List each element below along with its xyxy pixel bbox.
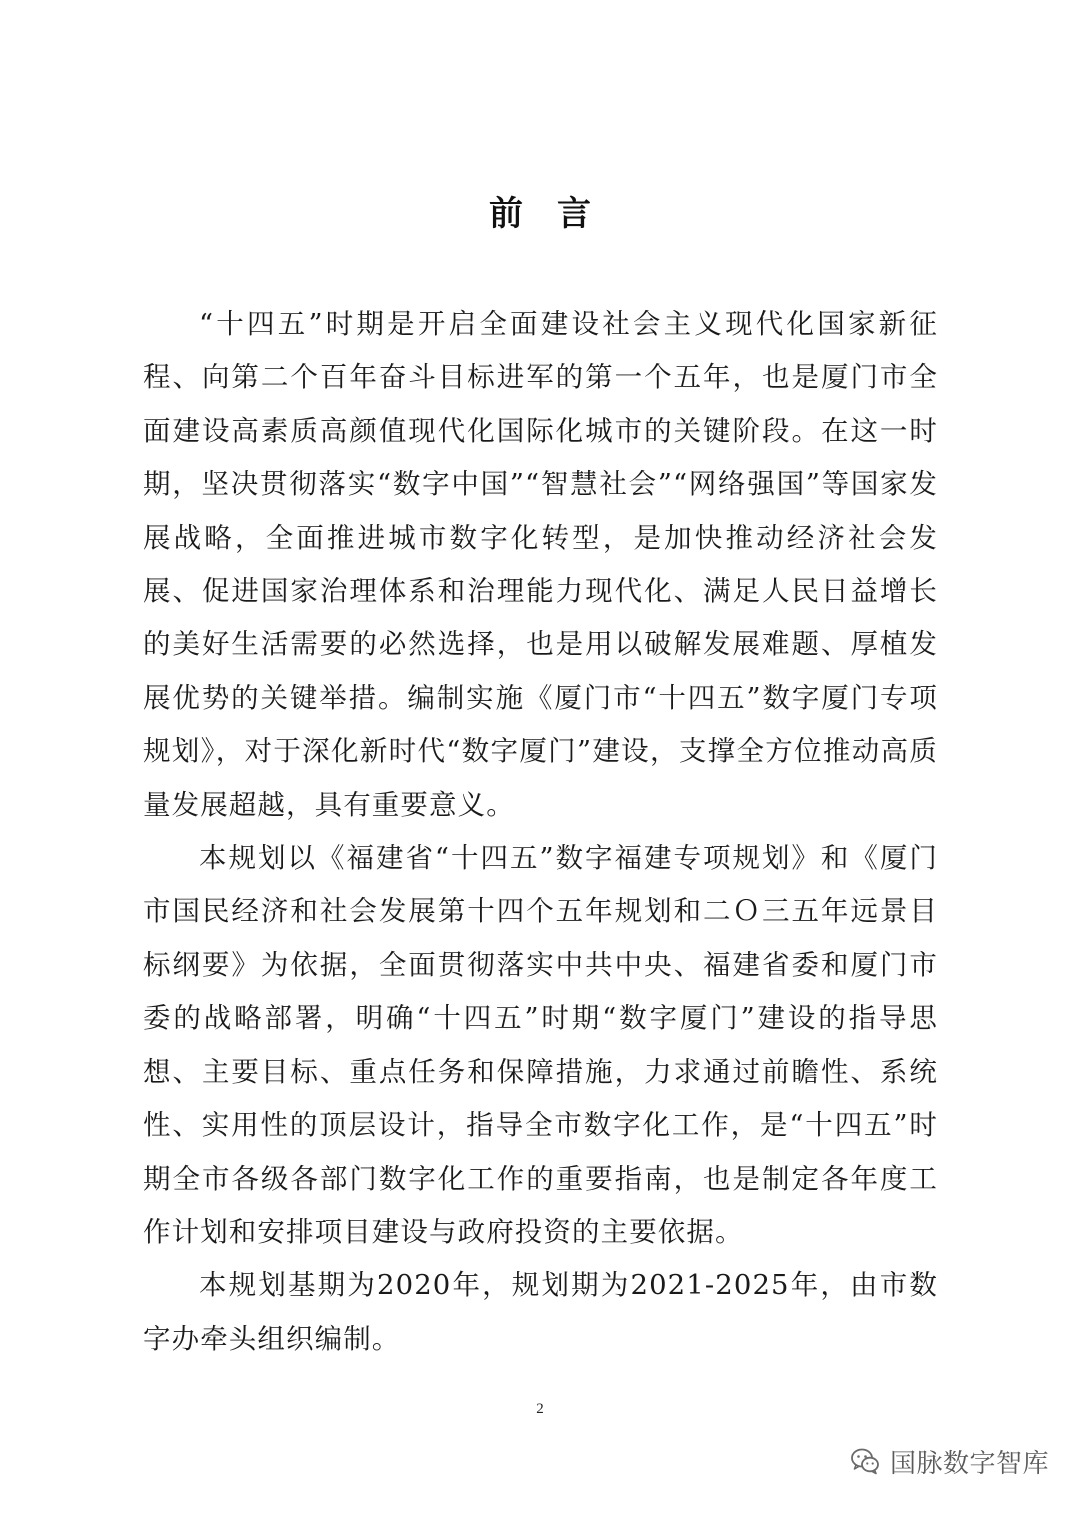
wechat-icon (850, 1446, 880, 1476)
paragraph-3: 本规划基期为2020年，规划期为2021-2025年，由市数字办牵头组织编制。 (143, 1269, 938, 1355)
page-number: 2 (536, 1401, 544, 1417)
watermark-text: 国脉数字智库 (890, 1448, 1050, 1479)
paragraph-1: “十四五”时期是开启全面建设社会主义现代化国家新征程、向第二个百年奋斗目标进军的第一个五年，也是厦门市全面建设高素质高颜值现代化国际化城市的关键阶段。在这一时期，坚决贯彻落实“数字中国”“智慧社会”“网络强国”等国家发展战略，全面推进城市数字化转型，是加快推动经济社会发展、促进国家治理体系和治理能力现代化、满足人民日益增长的美好生活需要的必然选择，也是用以破解发展难题、厚植发展优势的关键举措。编制实施《厦门市“十四五”数字厦门专项规划》，对于深化新时代“数字厦门”建设，支撑全方位推动高质量发展超越，具有重要意义。 (143, 308, 938, 821)
document-body (143, 298, 938, 1366)
watermark (850, 1438, 1049, 1484)
paragraph-2: 本规划以《福建省“十四五”数字福建专项规划》和《厦门市国民经济和社会发展第十四个五年规划和二Ｏ三五年远景目标纲要》为依据，全面贯彻落实中共中央、福建省委和厦门市委的战略部署，明确“十四五”时期“数字厦门”建设的指导思想、主要目标、重点任务和保障措施，力求通过前瞻性、系统性、实用性的顶层设计，指导全市数字化工作，是“十四五”时期全市各级各部门数字化工作的重要指南，也是制定各年度工作计划和安排项目建设与政府投资的主要依据。 (143, 842, 938, 1248)
page-title: 前言 (489, 194, 625, 234)
